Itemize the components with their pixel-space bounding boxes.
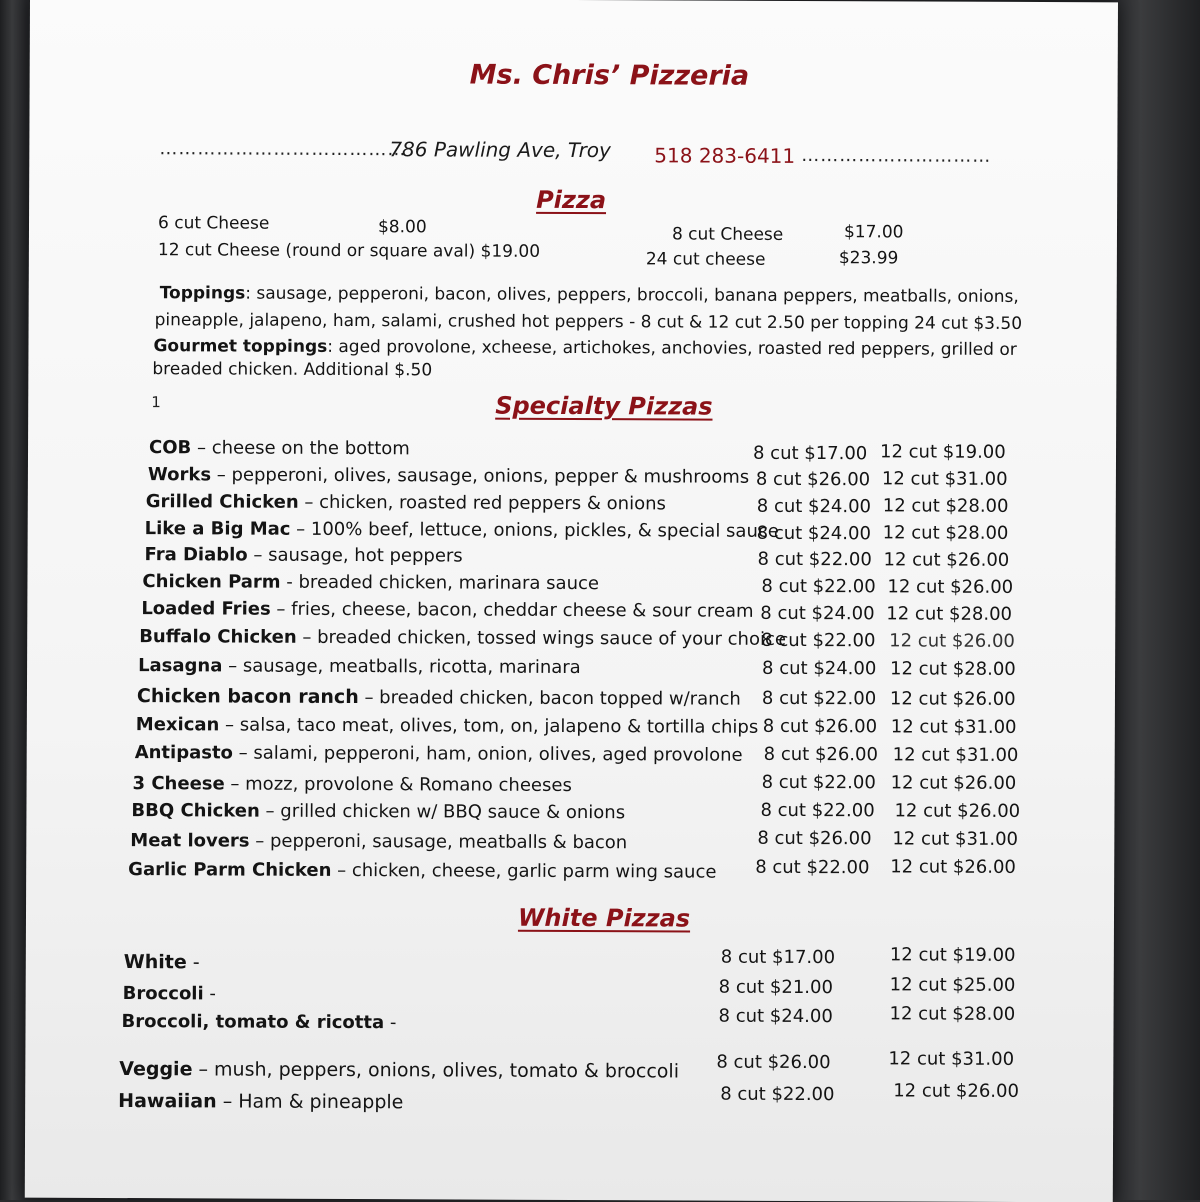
- white-item: White -: [123, 951, 200, 974]
- specialty-heading: Specialty Pizzas: [495, 391, 713, 421]
- white-item: Veggie – mush, peppers, onions, olives, tomato & broccoli: [119, 1058, 680, 1083]
- price-12-cut: 12 cut $28.00: [882, 522, 1009, 544]
- price-8-cut: 8 cut $26.00: [757, 827, 872, 850]
- price-8-cut: 8 cut $26.00: [762, 715, 878, 738]
- price-8-cut: 8 cut $17.00: [752, 442, 868, 465]
- menu-sheet: [25, 0, 1118, 1202]
- specialty-item: BBQ Chicken – grilled chicken w/ BBQ sauce & onions: [131, 800, 626, 824]
- specialty-item: Like a Big Mac – 100% beef, lettuce, onions, pickles, & special sauce: [144, 518, 779, 542]
- pizza-item-name: 12 cut Cheese (round or square aval) $19.00: [157, 240, 541, 262]
- price-12-cut: 12 cut $26.00: [889, 630, 1015, 652]
- price-8-cut: 8 cut $22.00: [757, 548, 872, 571]
- price-8-cut: 8 cut $24.00: [760, 602, 875, 625]
- specialty-item: COB – cheese on the bottom: [148, 437, 410, 460]
- price-8-cut: 8 cut $21.00: [718, 976, 833, 999]
- toppings-label: Toppings: [159, 283, 246, 304]
- price-8-cut: 8 cut $22.00: [760, 799, 875, 822]
- price-12-cut: 12 cut $31.00: [881, 468, 1008, 490]
- address: 786 Pawling Ave, Troy: [389, 137, 611, 163]
- price-12-cut: 12 cut $31.00: [888, 1048, 1015, 1070]
- specialty-item: Loaded Fries – fries, cheese, bacon, cheddar cheese & sour cream: [141, 598, 754, 622]
- price-12-cut: 12 cut $28.00: [886, 603, 1013, 625]
- price-8-cut: 8 cut $22.00: [761, 771, 876, 794]
- gourmet-line-2: breaded chicken. Additional $.50: [152, 359, 433, 381]
- specialty-item: Buffalo Chicken – breaded chicken, tossed wings sauce of your choice: [139, 626, 787, 650]
- specialty-item: Garlic Parm Chicken – chicken, cheese, garlic parm wing sauce: [128, 859, 717, 883]
- pizza-heading: Pizza: [536, 185, 607, 215]
- price-12-cut: 12 cut $28.00: [882, 495, 1009, 517]
- specialty-item: Grilled Chicken – chicken, roasted red peppers & onions: [145, 491, 666, 515]
- specialty-item: Works – pepperoni, olives, sausage, onions, pepper & mushrooms: [147, 464, 750, 488]
- price-12-cut: 12 cut $26.00: [893, 1080, 1019, 1102]
- price-12-cut: 12 cut $26.00: [890, 856, 1016, 878]
- price-8-cut: 8 cut $26.00: [763, 743, 879, 766]
- specialty-item: Lasagna – sausage, meatballs, ricotta, marinara: [138, 655, 581, 679]
- price-12-cut: 12 cut $26.00: [887, 576, 1014, 598]
- specialty-item: 3 Cheese – mozz, provolone & Romano cheeses: [132, 773, 572, 796]
- price-12-cut: 12 cut $31.00: [892, 828, 1019, 850]
- toppings-line-2: pineapple, jalapeno, ham, salami, crushed hot peppers - 8 cut & 12 cut 2.50 per topping 24 cut $3.50: [154, 310, 1023, 334]
- page-number: 1: [151, 393, 161, 412]
- pizza-item-name: 8 cut Cheese: [671, 224, 784, 245]
- price-12-cut: 12 cut $25.00: [889, 974, 1016, 996]
- price-12-cut: 12 cut $26.00: [889, 688, 1016, 710]
- leading-dots: …………………………………: [159, 138, 407, 161]
- white-item: Broccoli -: [122, 983, 216, 1005]
- price-8-cut: 8 cut $22.00: [761, 687, 877, 710]
- price-8-cut: 8 cut $26.00: [716, 1051, 831, 1074]
- pizza-item-name: 6 cut Cheese: [157, 213, 270, 234]
- gourmet-label: Gourmet toppings: [153, 336, 328, 357]
- specialty-item: Antipasto – salami, pepperoni, ham, onion, olives, aged provolone: [134, 742, 743, 766]
- price-12-cut: 12 cut $28.00: [889, 1003, 1016, 1025]
- price-8-cut: 8 cut $24.00: [762, 657, 877, 680]
- price-8-cut: 8 cut $24.00: [718, 1005, 833, 1028]
- price-12-cut: 12 cut $28.00: [890, 658, 1016, 680]
- specialty-item: Chicken bacon ranch – breaded chicken, bacon topped w/ranch: [136, 685, 741, 710]
- price-8-cut: 8 cut $22.00: [755, 856, 870, 879]
- price-8-cut: 8 cut $17.00: [720, 946, 836, 969]
- pizza-item-name: 24 cut cheese: [645, 249, 766, 270]
- pizza-item-price: $23.99: [838, 248, 899, 269]
- price-12-cut: 12 cut $31.00: [892, 744, 1019, 766]
- pizza-item-price: $17.00: [843, 222, 904, 243]
- price-12-cut: 12 cut $31.00: [890, 716, 1017, 738]
- price-12-cut: 12 cut $26.00: [890, 772, 1017, 794]
- price-8-cut: 8 cut $24.00: [756, 522, 871, 545]
- toppings-line-1: Toppings: sausage, pepperoni, bacon, olives, peppers, broccoli, banana peppers, meatballs, onions,: [159, 283, 1019, 307]
- specialty-item: Mexican – salsa, taco meat, olives, tom, on, jalapeno & tortilla chips: [135, 714, 759, 738]
- price-8-cut: 8 cut $24.00: [756, 495, 872, 518]
- price-8-cut: 8 cut $22.00: [761, 575, 876, 598]
- price-12-cut: 12 cut $26.00: [894, 800, 1021, 822]
- specialty-item: Chicken Parm - breaded chicken, marinara sauce: [142, 571, 600, 595]
- pizza-item-price: $8.00: [377, 217, 427, 238]
- white-item: Broccoli, tomato & ricotta -: [121, 1011, 397, 1034]
- restaurant-name: Ms. Chris’ Pizzeria: [469, 59, 750, 92]
- trailing-dots: …………………………: [801, 144, 992, 167]
- price-8-cut: 8 cut $22.00: [761, 629, 876, 652]
- price-8-cut: 8 cut $26.00: [755, 468, 871, 491]
- white-pizzas-heading: White Pizzas: [517, 903, 691, 933]
- price-8-cut: 8 cut $22.00: [720, 1083, 835, 1106]
- phone-number: 518 283-6411: [654, 143, 796, 168]
- gourmet-line-1: Gourmet toppings: aged provolone, xcheese, artichokes, anchovies, roasted red peppers, grilled or: [153, 336, 1017, 360]
- white-item: Hawaiian – Ham & pineapple: [118, 1090, 404, 1114]
- specialty-item: Meat lovers – pepperoni, sausage, meatballs & bacon: [130, 830, 628, 854]
- specialty-item: Fra Diablo – sausage, hot peppers: [144, 544, 463, 567]
- price-12-cut: 12 cut $19.00: [879, 441, 1006, 463]
- price-12-cut: 12 cut $19.00: [889, 944, 1016, 966]
- price-12-cut: 12 cut $26.00: [883, 549, 1010, 571]
